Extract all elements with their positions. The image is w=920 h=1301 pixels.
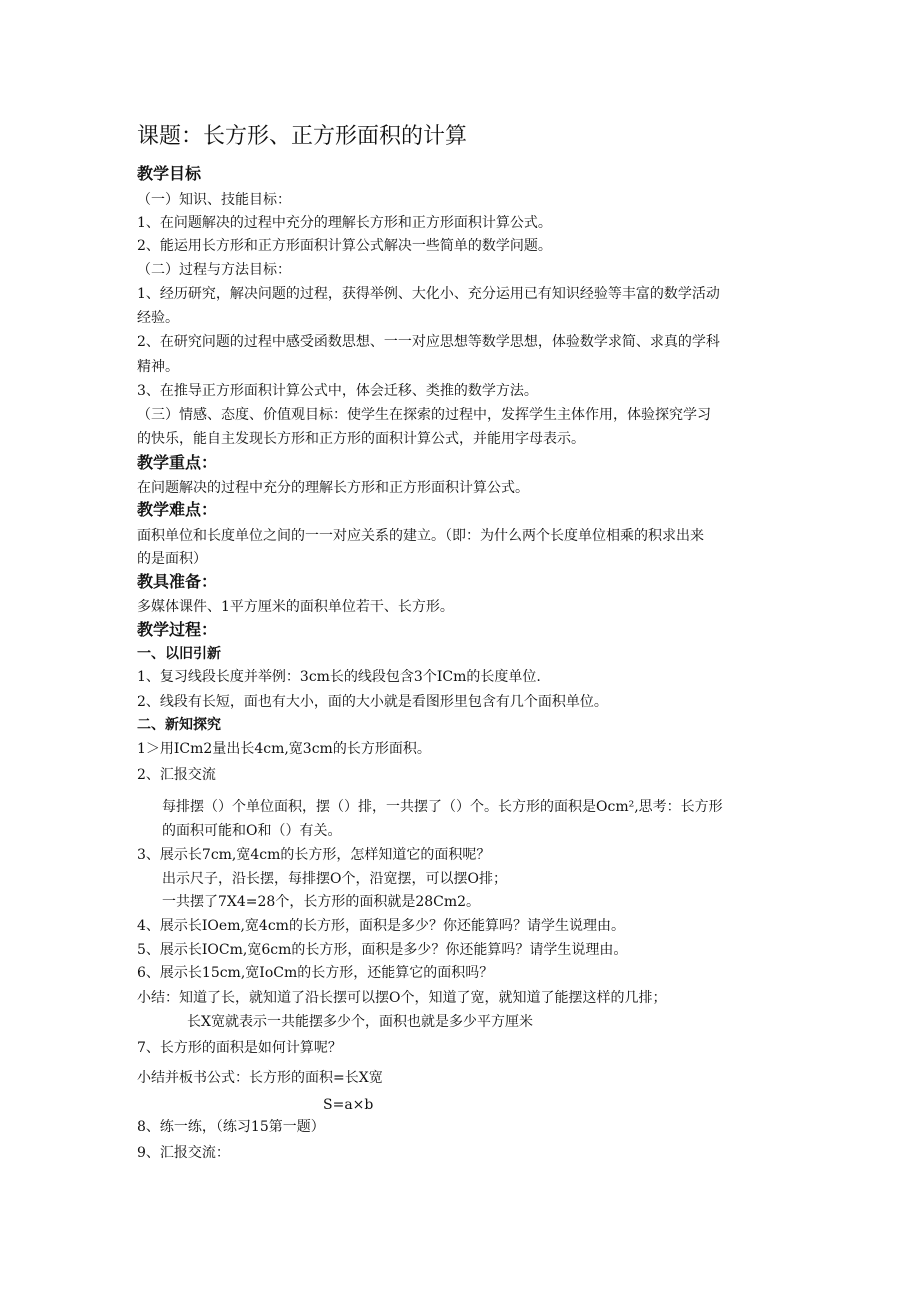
text-line-indented: 出示尺子，沿长摆，每排摆O个，沿宽摆，可以摆O排； bbox=[162, 871, 507, 887]
text-line: 8、练一练，（练习15第一题） bbox=[137, 1119, 325, 1135]
subheading-process: （二）过程与方法目标： bbox=[137, 262, 291, 278]
text-line: 6、展示长15cm,宽IoCm的长方形，还能算它的面积吗？ bbox=[137, 965, 494, 981]
text-line: 1、复习线段长度并举例：3cm长的线段包含3个ICm的长度单位. bbox=[137, 669, 541, 685]
section-heading-key-points: 教学重点： bbox=[137, 453, 218, 472]
text-line: 在问题解决的过程中充分的理解长方形和正方形面积计算公式。 bbox=[137, 480, 529, 496]
text-line: 2、线段有长短，面也有大小，面的大小就是看图形里包含有几个面积单位。 bbox=[137, 694, 608, 710]
text-line: 经验。 bbox=[137, 310, 179, 326]
text-line: （三）情感、态度、价值观目标：使学生在探索的过程中，发挥学生主体作用，体验探究学习 bbox=[137, 407, 711, 423]
formula: S=a×b bbox=[323, 1097, 374, 1113]
section-heading-difficulties: 教学难点： bbox=[137, 500, 218, 519]
text-line: 的快乐，能自主发现长方形和正方形的面积计算公式，并能用字母表示。 bbox=[137, 431, 585, 447]
text-line: 7、长方形的面积是如何计算呢？ bbox=[137, 1040, 342, 1056]
text-line: 2、能运用长方形和正方形面积计算公式解决一些简单的数学问题。 bbox=[137, 238, 552, 254]
text-line-indented: 一共摆了7X4=28个，长方形的面积就是28Cm2。 bbox=[162, 894, 481, 910]
text-line: 1、在问题解决的过程中充分的理解长方形和正方形面积计算公式。 bbox=[137, 215, 552, 231]
text-line: 的是面积） bbox=[137, 551, 207, 567]
text-line: 1、经历研究，解决问题的过程，获得举例、大化小、充分运用已有知识经验等丰富的数学活动 bbox=[137, 286, 720, 302]
text-line: 3、在推导正方形面积计算公式中，体会迁移、类推的数学方法。 bbox=[137, 383, 538, 399]
section-heading-objectives: 教学目标 bbox=[137, 164, 202, 183]
subsection-heading-review: 一、以旧引新 bbox=[137, 646, 221, 662]
text-line: 9、汇报交流： bbox=[137, 1145, 230, 1161]
text-line: 2、汇报交流 bbox=[137, 767, 216, 783]
text-line: 4、展示长IOem,宽4cm的长方形，面积是多少？你还能算吗？请学生说理由。 bbox=[137, 918, 625, 934]
page-title: 课题：长方形、正方形面积的计算 bbox=[137, 124, 468, 149]
text-line: 面积单位和长度单位之间的一一对应关系的建立。（即：为什么两个长度单位相乘的积求出来 bbox=[137, 528, 704, 544]
summary-line: 小结：知道了长，就知道了沿长摆可以摆O个，知道了宽，就知道了能摆这样的几排； bbox=[137, 990, 667, 1006]
section-heading-materials: 教具准备： bbox=[137, 572, 218, 591]
subheading-knowledge: （一）知识、技能目标： bbox=[137, 192, 291, 208]
text-line-indented: 每排摆（）个单位面积，摆（）排，一共摆了（）个。长方形的面积是Ocm²,思考：长方形 bbox=[162, 799, 723, 815]
text-line: 1＞用ICm2量出长4cm,宽3cm的长方形面积。 bbox=[137, 741, 431, 757]
summary-formula-line: 小结并板书公式：长方形的面积=长X宽 bbox=[137, 1070, 383, 1086]
text-line: 精神。 bbox=[137, 359, 179, 375]
text-line: 5、展示长IOCm,宽6cm的长方形，面积是多少？你还能算吗？请学生说理由。 bbox=[137, 942, 628, 958]
text-line: 多媒体课件、1平方厘米的面积单位若干、长方形。 bbox=[137, 599, 454, 615]
text-line: 2、在研究问题的过程中感受函数思想、一一对应思想等数学思想，体验数学求简、求真的学科 bbox=[137, 334, 720, 350]
text-line: 3、展示长7cm,宽4cm的长方形，怎样知道它的面积呢？ bbox=[137, 847, 491, 863]
section-heading-procedure: 教学过程： bbox=[137, 620, 218, 639]
subsection-heading-explore: 二、新知探究 bbox=[137, 717, 221, 733]
text-line-indented: 长X宽就表示一共能摆多少个，面积也就是多少平方厘米 bbox=[187, 1014, 533, 1030]
text-line-indented: 的面积可能和O和（）有关。 bbox=[162, 823, 342, 839]
